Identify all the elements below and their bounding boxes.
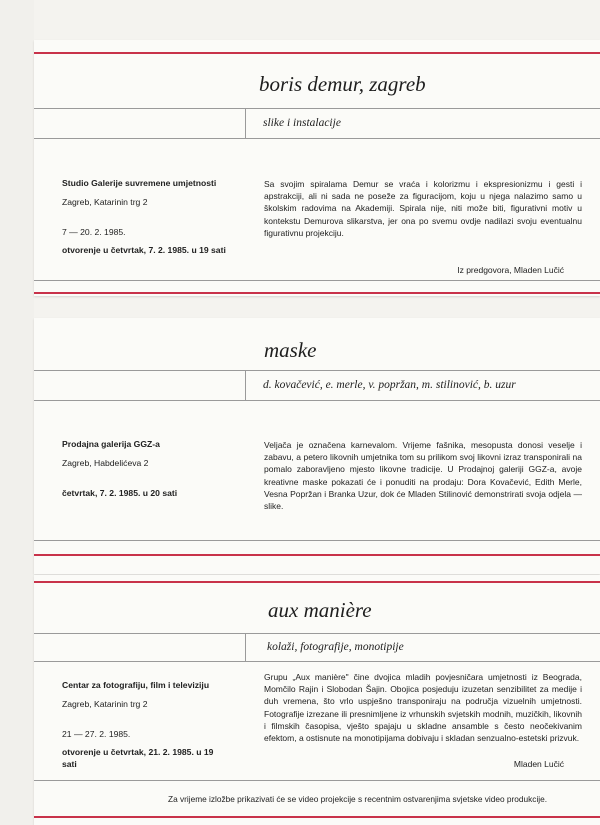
- divider: [34, 633, 600, 634]
- divider: [34, 661, 600, 662]
- venue-block: [62, 679, 222, 770]
- exhibition-dates: 7 — 20. 2. 1985.: [62, 227, 126, 237]
- exhibition-dates: 21 — 27. 2. 1985.: [62, 729, 131, 739]
- divider: [245, 370, 246, 400]
- divider: [245, 108, 246, 138]
- venue-block: [62, 177, 226, 256]
- venue-address: Zagreb, Katarinin trg 2: [62, 197, 148, 207]
- accent-line: [34, 816, 600, 818]
- venue-name: Studio Galerije suvremene umjetnosti: [62, 178, 217, 188]
- venue-name: Prodajna galerija GGZ-a: [62, 439, 160, 449]
- divider: [34, 400, 600, 401]
- exhibition-subtitle: slike i instalacije: [263, 117, 341, 129]
- description: Grupu „Aux manière" čine dvojica mladih povjesničara umjetnosti iz Beograda, Momčilo Rajin i Slobodan Šajin. Obojica posjeduju izuzetan senzibilitet za medije i duh vremena, što vrlo uspješno transponiraju na područja vizuelnih umjetnosti. Fotografije izrezane ili presnimljene iz vrhunskih svjetskih modnih, muzičkih, likovnih i filmskih časopisa, vješto spajaju u skladne ansamble s često neočekivanim efektom, a ostisnute na monotipijama dobivaju i skladan senzualno-estetski prizvuk.: [264, 672, 582, 744]
- venue-address: Zagreb, Katarinin trg 2: [62, 699, 148, 709]
- description: Veljača je označena karnevalom. Vrijeme fašnika, mesopusta donosi veselje i zabavu, a petero likovnih umjetnika tom su prilikom svoj likovni izraz transponirali na pomalo zaboravljeno mjesto likovne tradicije. U Prodajnoj galeriji GGZ-a, avoje kreativne maske pokazati će i ponuditi na prodaju: Dora Kovačević, Edith Merle, Vesna Popržan i Branka Uzur, dok će Mladen Stilinović demonstrirati svoja odjela — slike.: [264, 440, 582, 512]
- exhibition-title: aux manière: [268, 598, 372, 622]
- accent-line: [34, 52, 600, 54]
- divider: [34, 780, 600, 781]
- divider: [34, 138, 600, 139]
- accent-line: [34, 554, 600, 556]
- opening-time: četvrtak, 7. 2. 1985. u 20 sati: [62, 488, 178, 498]
- opening-time: otvorenje u četvrtak, 7. 2. 1985. u 19 sati: [62, 245, 226, 255]
- exhibition-subtitle: kolaži, fotografije, monotipije: [267, 641, 404, 653]
- divider: [245, 633, 246, 661]
- signature: Iz predgovora, Mladen Lučić: [457, 265, 564, 275]
- venue-block: [62, 438, 177, 499]
- exhibition-card-2: [34, 318, 600, 574]
- description: Sa svojim spiralama Demur se vraća i kolorizmu i ekspresionizmu i gesti i apstrakciji, ali ni sada ne poseže za figuracijom, koju u njega nalazimo samo u školskim radovima na Akademiji. Spirala nije, niti može biti, figurativni motiv u kontekstu Demurova slikarstva, jer ona po svemu ovdje nadilazi svoju eventualnu figurativnu projekciju.: [264, 179, 582, 238]
- divider: [34, 108, 600, 109]
- footer-note: Za vrijeme izložbe prikazivati će se video projekcije s recentnim ostvarenjima svjetske video produkcije.: [168, 794, 548, 804]
- divider: [34, 280, 600, 281]
- venue-address: Zagreb, Habdelićeva 2: [62, 458, 149, 468]
- accent-line: [34, 581, 600, 583]
- venue-name: Centar za fotografiju, film i televiziju: [62, 680, 210, 690]
- accent-line: [34, 292, 600, 294]
- exhibition-subtitle: d. kovačević, e. merle, v. popržan, m. stilinović, b. uzur: [263, 379, 516, 391]
- exhibition-card-1: [34, 40, 600, 296]
- page-margin: [0, 0, 34, 825]
- divider: [34, 540, 600, 541]
- exhibition-title: boris demur, zagreb: [259, 72, 426, 96]
- divider: [34, 370, 600, 371]
- signature: Mladen Lučić: [513, 759, 564, 769]
- exhibition-card-3: [34, 575, 600, 825]
- exhibition-title: maske: [264, 338, 317, 362]
- opening-time: otvorenje u četvrtak, 21. 2. 1985. u 19 sati: [62, 747, 214, 769]
